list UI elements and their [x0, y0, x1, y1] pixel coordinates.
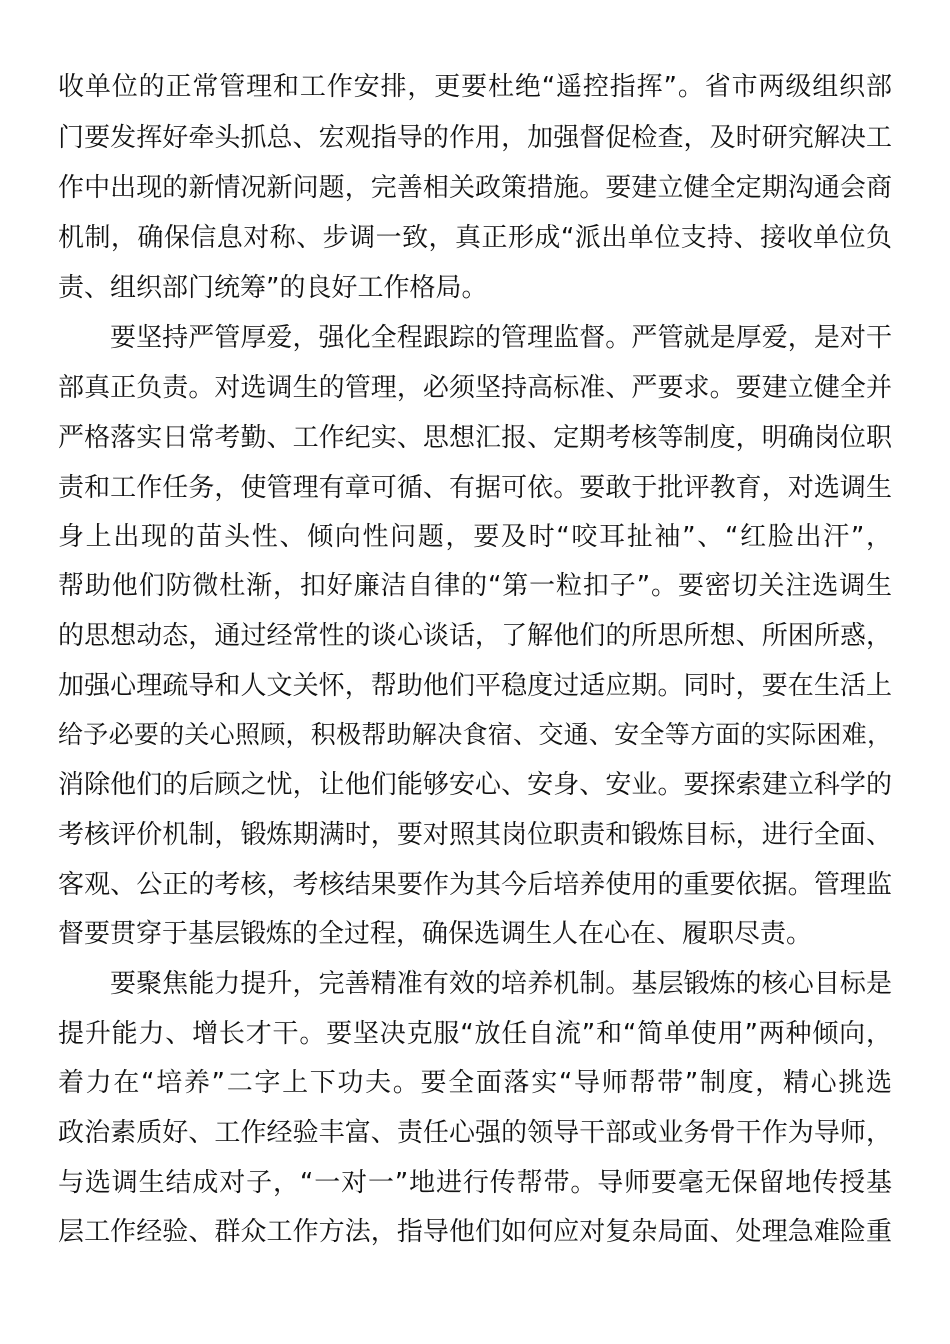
text-line: 门要发挥好牵头抓总、宏观指导的作用，加强督促检查，及时研究解决工 [58, 123, 892, 153]
text-line: 严格落实日常考勤、工作纪实、思想汇报、定期考核等制度，明确岗位职 [58, 423, 892, 453]
text-line: 督要贯穿于基层锻炼的全过程，确保选调生人在心在、履职尽责。 [58, 919, 813, 949]
text-line: 作中出现的新情况新问题，完善相关政策措施。要建立健全定期沟通会商 [58, 173, 892, 203]
text-line: 提升能力、增长才干。要坚决克服“放任自流”和“简单使用”两种倾向， [58, 1019, 892, 1049]
text-line: 层工作经验、群众工作方法，指导他们如何应对复杂局面、处理急难险重 [58, 1217, 892, 1247]
text-line: 机制，确保信息对称、步调一致，真正形成“派出单位支持、接收单位负 [58, 223, 892, 253]
text-line: 政治素质好、工作经验丰富、责任心强的领导干部或业务骨干作为导师， [58, 1118, 892, 1148]
paragraph-first-line: 要聚焦能力提升，完善精准有效的培养机制。基层锻炼的核心目标是 [110, 969, 892, 999]
text-line: 责、组织部门统筹”的良好工作格局。 [58, 273, 488, 303]
text-line: 着力在“培养”二字上下功夫。要全面落实“导师帮带”制度，精心挑选 [58, 1068, 892, 1098]
text-line: 责和工作任务，使管理有章可循、有据可依。要敢于批评教育，对选调生 [58, 473, 892, 503]
text-line: 帮助他们防微杜渐，扣好廉洁自律的“第一粒扣子”。要密切关注选调生 [58, 571, 892, 601]
text-line: 客观、公正的考核，考核结果要作为其今后培养使用的重要依据。管理监 [58, 870, 892, 900]
paragraph-first-line: 要坚持严管厚爱，强化全程跟踪的管理监督。严管就是厚爱，是对干 [110, 323, 892, 353]
text-line: 身上出现的苗头性、倾向性问题，要及时“咬耳扯袖”、“红脸出汗”， [58, 522, 892, 552]
text-line: 与选调生结成对子，“一对一”地进行传帮带。导师要毫无保留地传授基 [58, 1168, 892, 1198]
text-line: 加强心理疏导和人文关怀，帮助他们平稳度过适应期。同时，要在生活上 [58, 671, 892, 701]
text-line: 的思想动态，通过经常性的谈心谈话，了解他们的所思所想、所困所惑， [58, 621, 892, 651]
text-line: 考核评价机制，锻炼期满时，要对照其岗位职责和锻炼目标，进行全面、 [58, 820, 892, 850]
text-line: 给予必要的关心照顾，积极帮助解决食宿、交通、安全等方面的实际困难， [58, 720, 892, 749]
text-line: 消除他们的后顾之忧，让他们能够安心、安身、安业。要探索建立科学的 [58, 770, 892, 800]
text-line: 收单位的正常管理和工作安排，更要杜绝“遥控指挥”。省市两级组织部 [58, 72, 892, 102]
text-line: 部真正负责。对选调生的管理，必须坚持高标准、严要求。要建立健全并 [58, 373, 892, 403]
